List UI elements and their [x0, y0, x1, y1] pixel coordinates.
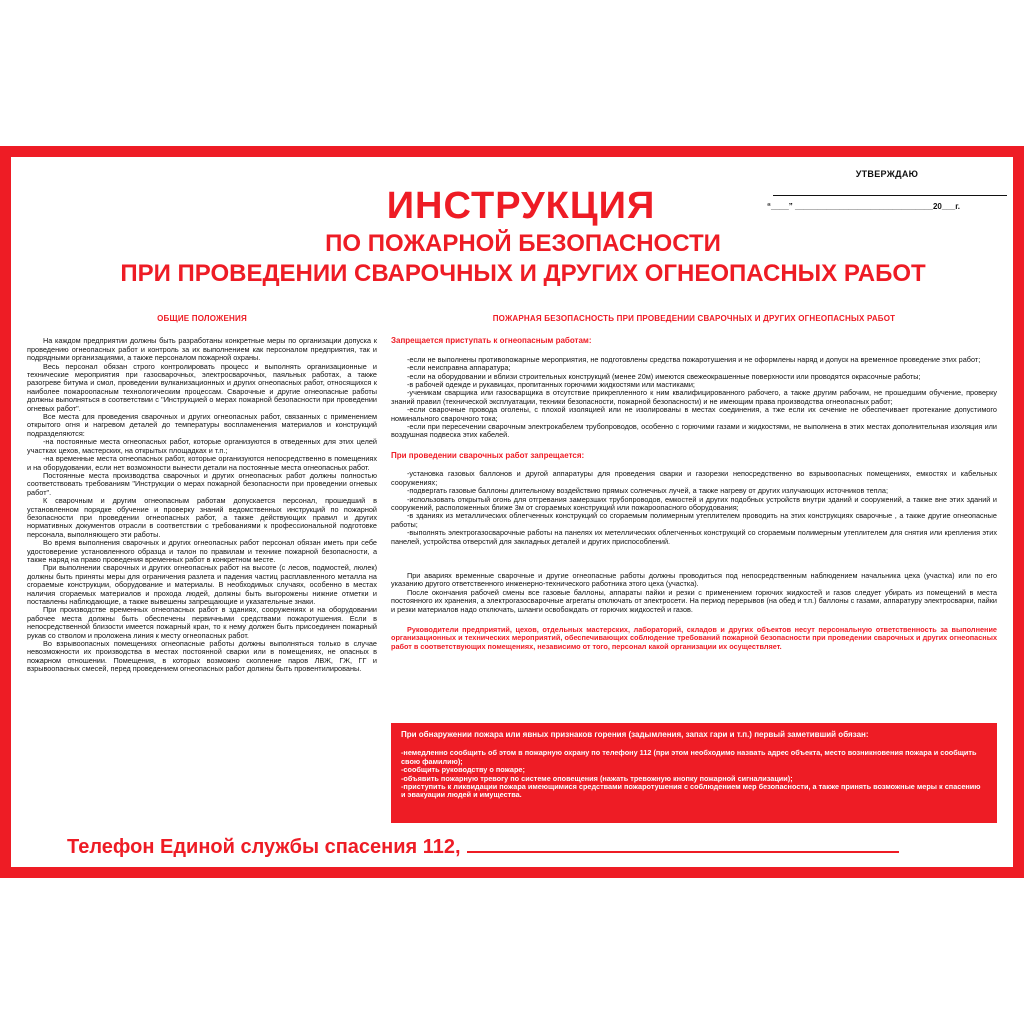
- fire-alert-item: -приступить к ликвидации пожара имеющимися средствами пожаротушения с соблюдением мер безопасности, а также принять возможные меры к спасению и эвакуации людей и имущества.: [401, 782, 981, 800]
- fire-alert-item: -немедленно сообщить об этом в пожарную охрану по телефону 112 (при этом необходимо назвать адрес объекта, место возникновения пожара и сообщить свою фамилию);: [401, 748, 977, 766]
- responsibility-paragraph: Руководители предприятий, цехов, отдельных мастерских, лабораторий, складов и других объектов несут персональную ответственность за выполнение организационных и технических мероприятий, обеспечивающих соблюдение требований пожарной безопасности при проведении сварочных и других огнеопасных работ в соответствующих помещениях, независимо от того, персонал какой организации их осуществляет.: [391, 624, 997, 651]
- welding-forbidden-title: При проведении сварочных работ запрещается:: [391, 450, 585, 460]
- fire-safety-column: [391, 315, 997, 651]
- accident-paragraph: При авариях временные сварочные и другие огнеопасные работы должны проводиться под непосредственным наблюдением начальника цеха (участка) или по его указанию другого ответственного инженерно-технического работника этого цеха (участка).: [391, 570, 997, 589]
- emergency-phone-line: [67, 833, 967, 859]
- general-paragraph: При производстве временных огнеопасных работ в зданиях, сооружениях и на оборудовании рабочее места должны быть обеспечены первичными средствами пожаротушения. Если в непосредственной близости имеется пожарный кран, то к нему должен быть присоединен пожарный рукав со стволом и проложена линия к месту огнеопасных работ.: [27, 605, 377, 640]
- welding-forbidden-item: -в зданиях из металлических облегченных конструкций со сгораемым полимерным утеплителем проводить на этих конструкциях сварочные , а также другие огнеопасные работы;: [391, 511, 997, 529]
- forbidden-start-title: Запрещается приступать к огнеопасным работам:: [391, 336, 592, 346]
- welding-forbidden-item: -использовать открытый огонь для отгревания замерзших трубопроводов, емкостей и других подобных устройств внутри зданий и сооружений, а также вне этих зданий и сооружений, расположенных ближе 3м от сгораемых конструкций или пожароопасного оборудования;: [391, 494, 997, 512]
- fire-alert-item: -сообщить руководству о пожаре;: [401, 765, 525, 775]
- emergency-phone-text: Телефон Единой службы спасения 112,: [67, 836, 461, 858]
- welding-forbidden-item: -подвергать газовые баллоны длительному воздействию прямых солнечных лучей, а также нагреву от других излучающих источников тепла;: [407, 486, 888, 496]
- approval-label: УТВЕРЖДАЮ: [855, 169, 919, 179]
- general-provisions-heading: ОБЩИЕ ПОЛОЖЕНИЯ: [157, 314, 247, 323]
- general-paragraph: Во взрывоопасных помещениях огнеопасные работы должны выполняться только в случае невозможности их производства в местах постоянной сварки или в помещениях, не опасных в пожарном отношении. Помещения, в которых возможно скопление паров ЛВЖ, ГЖ, ГГ и взрывоопасных смесей, перед проведением огнеопасных работ должны быть провентилированы.: [27, 639, 377, 674]
- poster-body: [11, 157, 1013, 867]
- forbidden-start-item: -если при пересечении сварочным электрокабелем трубопроводов, особенно с горючими газами и жидкостями, не выполнена в этих местах дополнительная изоляция или воздушная подвеска этих кабелей.: [391, 422, 997, 440]
- forbidden-start-item: -если сварочные провода оголены, с плохой изоляцией или не изолированы в местах соединения, а тже если их сечение не обеспечивает протекание допустимого номинального сварочного тока;: [391, 405, 997, 423]
- title-main: ИНСТРУКЦИЯ: [386, 185, 656, 227]
- spacer: [391, 546, 997, 572]
- poster-title: [11, 185, 1024, 289]
- fire-alert-item: -объявить пожарную тревогу по системе оповещения (нажать тревожную кнопку пожарной сигнализации);: [401, 773, 793, 783]
- general-paragraph: На каждом предприятии должны быть разработаны конкретные меры по организации допуска к проведению огнеопасных работ и контроль за их выполнением как персоналом предприятия, так и подрядными организациями, а также персоналом пожарной охраны.: [27, 336, 377, 363]
- general-paragraph: Весь персонал обязан строго контролировать процесс и выполнять организационные и технические мероприятия при газосварочных, электросварочных, паяльных работах, а также разогреве битума и смол, проведении вулканизационных и других огнеопасных работ, относящихся к наиболее пожароопасным технологическим процессам. Сварочные и другие огнеопасные работы должны выполняться в соответствии с "Инструкцией о мерах пожарной безопасности при проведении огневых работ".: [27, 361, 377, 413]
- general-paragraph: -на постоянные места огнеопасных работ, которые организуются в отведенных для этих целей участках цехов, мастерских, на открытых площадках и т.п.;: [27, 437, 377, 455]
- poster-frame: [0, 146, 1024, 878]
- forbidden-start-item: -если не выполнены противопожарные мероприятия, не подготовлены средства пожаротушения и не оформлены наряд и допуск на временное проведение этих работ;: [407, 354, 981, 364]
- end-of-shift-paragraph: После окончания рабочей смены все газовые баллоны, аппараты пайки и резки с применением горючих жидкостей и газов следует убирать из помещений в места постоянного их хранения, а электрогазосварочные агрегаты отключать от электросети. На период перерывов (на обед и т.п.) баллоны с газами, аппаратуру электросварки, пайки и резки материалов надо отключать, шланги освобождать от горючих жидкостей и газов.: [391, 587, 997, 614]
- general-paragraph: Во время выполнения сварочных и других огнеопасных работ персонал обязан иметь при себе удостоверение установленного образца и талон по правилам и технике пожарной безопасности, а также наряд на право проведения временных работ в конкретном месте.: [27, 538, 377, 564]
- fire-alert-box: [391, 723, 997, 823]
- title-subtitle-1: ПО ПОЖАРНОЙ БЕЗОПАСНОСТИ: [325, 230, 721, 257]
- general-provisions-column: [27, 315, 377, 674]
- fire-alert-title: При обнаружении пожара или явных признаков горения (задымления, запах гари и т.п.) первый заметивший обязан:: [401, 730, 869, 739]
- general-paragraph: -на временные места огнеопасных работ, которые организуются непосредственно в помещениях и на оборудовании, если нет возможности вынести детали на постоянные места огнеопасных работ.: [27, 454, 377, 472]
- forbidden-start-item: -в рабочей одежде и рукавицах, пропитанных горючими жидкостями или мастиками;: [407, 380, 695, 390]
- forbidden-start-item: -если неисправна аппаратура;: [407, 363, 511, 373]
- approval-date: “____” _______________________________20___г.: [767, 202, 960, 211]
- forbidden-start-item: -ученикам сварщика или газосварщика в отсутствие прикрепленного к ним квалифицированного рабочего, а также другим рабочим, не прошедшим обучение, проверку знаний правил (технической эксплуатации, техники безопасности, пожарной безопасности) и не имеющим права производства огнеопасных работ;: [391, 388, 997, 406]
- phone-number-blank: [467, 833, 899, 853]
- general-paragraph: При выполнении сварочных и других огнеопасных работ на высоте (с лесов, подмостей, люлек) должны быть приняты меры для ограничения разлета и падения частиц расплавленного металла на сгораемые конструкции, оборудование и материалы. В необходимых случаях, особенно в местах наличия сгораемых материалов и прохода людей, должны быть выгорожены нижние отметки и поставлены наблюдающие, а также вывешены запрещающие и указательные знаки.: [27, 563, 377, 606]
- general-paragraph: Все места для проведения сварочных и других огнеопасных работ, связанных с применением открытого огня и нагревом деталей до температуры воспламенения материалов и конструкций подразделяются:: [27, 412, 377, 438]
- welding-forbidden-item: -установка газовых баллонов и другой аппаратуры для проведения сварки и газорезки непосредственно во взрывоопасных помещениях, емкостях и кабельных сооружениях;: [391, 469, 997, 487]
- title-subtitle-2: ПРИ ПРОВЕДЕНИИ СВАРОЧНЫХ И ДРУГИХ ОГНЕОПАСНЫХ РАБОТ: [120, 260, 926, 287]
- general-paragraph: Постоянные места производства сварочных и других огнеопасных работ должны полностью соответствовать требованиям "Инструкции о мерах пожарной безопасности при проведении огневых работ".: [27, 470, 377, 497]
- general-paragraph: К сварочным и другим огнеопасным работам допускается персонал, прошедший в установленном порядке обучение и проверку знаний ведомственных инструкций по пожарной безопасности при проведении огнеопасных работ, а также действующих правил и других нормативных документов отрасли в соответствии с требованиями к профессиональной подготовке персонала, выполняющего эти работы.: [27, 496, 377, 539]
- forbidden-start-item: -если на оборудовании и вблизи строительных конструкций (менее 20м) имеются свежеокрашенные поверхности или проводятся окрасочные работы;: [407, 371, 921, 381]
- fire-safety-heading: ПОЖАРНАЯ БЕЗОПАСНОСТЬ ПРИ ПРОВЕДЕНИИ СВАРОЧНЫХ И ДРУГИХ ОГНЕОПАСНЫХ РАБОТ: [492, 314, 896, 323]
- welding-forbidden-item: -выполнять электрогазосварочные работы на панелях их метеллических облегченных конструкций со сгораемым полимерным утеплителем для снятия или крепления этих панелей, устройства отверстий для закладных деталей и других приспособлений.: [391, 528, 997, 546]
